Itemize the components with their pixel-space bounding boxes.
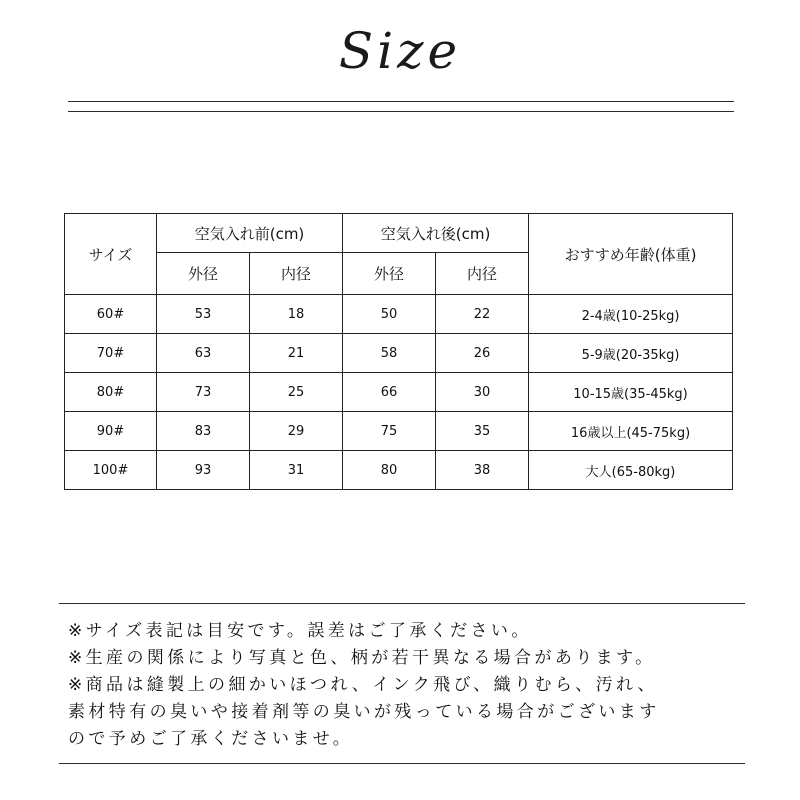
after-inner-cell: 26 [436,334,529,373]
age-cell: 大人(65-80kg) [529,451,733,490]
before-inner-diameter-header: 内径 [250,253,343,295]
size-cell: 100# [65,451,157,490]
after-inner-cell: 38 [436,451,529,490]
after-outer-cell: 50 [343,295,436,334]
before-inner-cell: 31 [250,451,343,490]
note-line: ※生産の関係により写真と色、柄が若干異なる場合があります。 [68,648,656,668]
age-cell: 10-15歳(35-45kg) [529,373,733,412]
after-outer-cell: 58 [343,334,436,373]
notes-divider-bottom [59,763,745,764]
after-inflation-header: 空気入れ後(cm) [343,214,529,253]
size-cell: 60# [65,295,157,334]
title-divider-bottom [68,111,734,112]
after-outer-cell: 80 [343,451,436,490]
size-column-header: サイズ [65,214,157,295]
note-line: ※サイズ表記は目安です。誤差はご了承ください。 [68,621,532,641]
note-line: 素材特有の臭いや接着剤等の臭いが残っている場合がございます [68,702,660,722]
before-inflation-header: 空気入れ前(cm) [157,214,343,253]
before-outer-cell: 83 [157,412,250,451]
table-row [65,334,733,373]
note-line: ので予めご了承くださいませ。 [68,729,354,749]
before-inner-cell: 18 [250,295,343,334]
before-inner-cell: 21 [250,334,343,373]
before-outer-cell: 63 [157,334,250,373]
size-cell: 70# [65,334,157,373]
after-inner-cell: 30 [436,373,529,412]
table-header-row [65,214,733,253]
page-title: Size [338,22,462,80]
age-cell: 2-4歳(10-25kg) [529,295,733,334]
table-row [65,295,733,334]
before-inner-cell: 25 [250,373,343,412]
note-line: ※商品は縫製上の細かいほつれ、インク飛び、織りむら、汚れ、 [68,675,658,695]
notes-block [68,618,758,753]
age-cell: 5-9歳(20-35kg) [529,334,733,373]
table-row [65,373,733,412]
before-outer-cell: 53 [157,295,250,334]
recommended-age-header: おすすめ年齢(体重) [529,214,733,295]
before-inner-cell: 29 [250,412,343,451]
after-outer-diameter-header: 外径 [343,253,436,295]
table-row [65,412,733,451]
title-divider-top [68,101,734,102]
before-outer-cell: 73 [157,373,250,412]
age-cell: 16歳以上(45-75kg) [529,412,733,451]
after-inner-cell: 35 [436,412,529,451]
notes-divider-top [59,603,745,604]
after-inner-cell: 22 [436,295,529,334]
before-outer-diameter-header: 外径 [157,253,250,295]
after-outer-cell: 75 [343,412,436,451]
size-cell: 90# [65,412,157,451]
after-inner-diameter-header: 内径 [436,253,529,295]
size-cell: 80# [65,373,157,412]
table-row [65,451,733,490]
after-outer-cell: 66 [343,373,436,412]
size-table [64,213,733,490]
before-outer-cell: 93 [157,451,250,490]
